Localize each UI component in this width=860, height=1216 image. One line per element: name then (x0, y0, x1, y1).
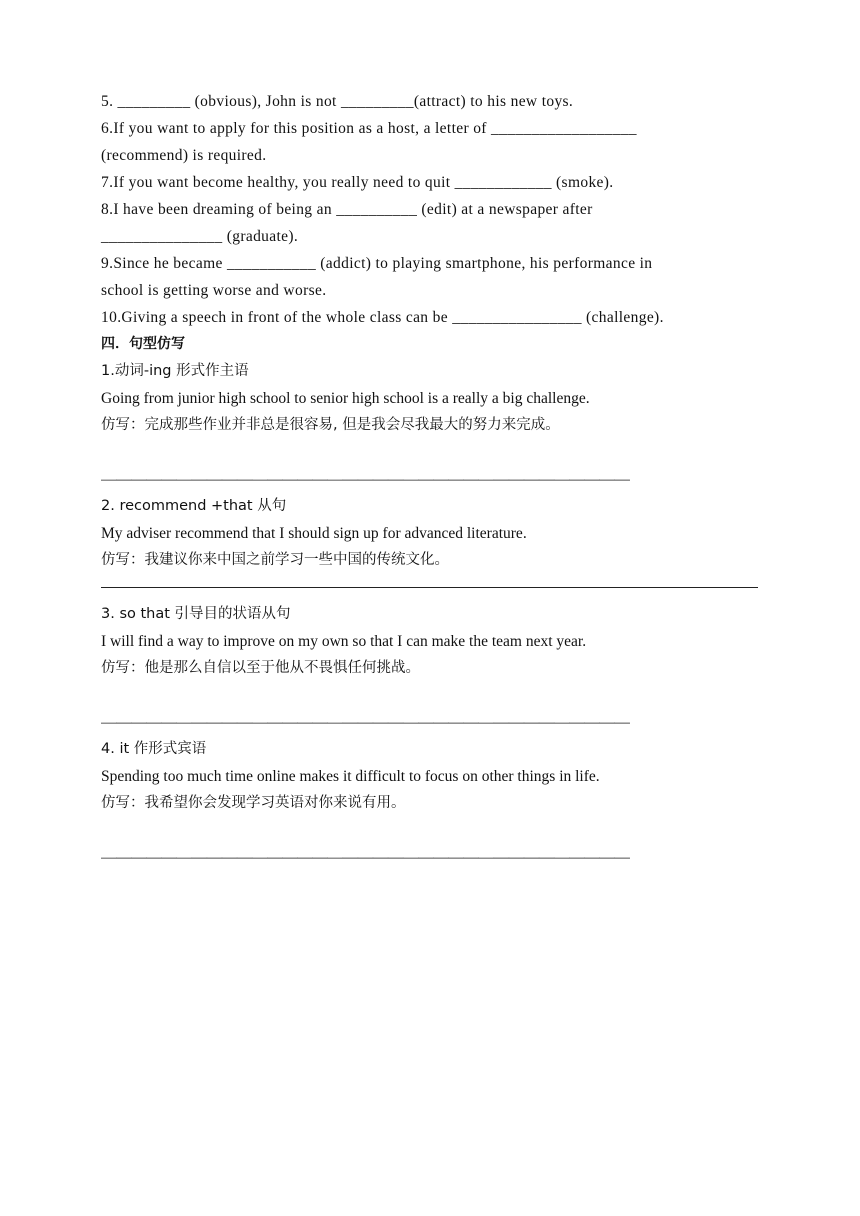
exercise-5: 5. _________ (obvious), John is not _________(attract) to his new toys. (101, 93, 574, 110)
answer-rule (101, 574, 761, 601)
pattern-1 (101, 358, 761, 493)
pattern-example: Spending too much time online makes it difficult to focus on other things in life. (101, 768, 600, 785)
pattern-title: 1.动词-ing 形式作主语 (101, 363, 249, 379)
pattern-example: Going from junior high school to senior high school is a really a big challenge. (101, 390, 590, 407)
pattern-3 (101, 601, 761, 736)
pattern-imitation-prompt: 仿写：我希望你会发现学习英语对你来说有用。 (101, 795, 406, 811)
pattern-2 (101, 493, 761, 601)
exercise-10: 10.Giving a speech in front of the whole class can be ________________ (challenge). (101, 309, 664, 326)
answer-space (101, 682, 761, 709)
exercise-list (101, 88, 761, 331)
exercise-6-continued: (recommend) is required. (101, 147, 267, 164)
section-title: 四．句型仿写 (101, 336, 185, 352)
pattern-imitation-prompt: 仿写：我建议你来中国之前学习一些中国的传统文化。 (101, 552, 449, 568)
answer-line: ——————————————————————————————————— (101, 471, 630, 488)
pattern-example: I will find a way to improve on my own so that I can make the team next year. (101, 633, 587, 650)
pattern-imitation-prompt: 仿写：完成那些作业并非总是很容易, 但是我会尽我最大的努力来完成。 (101, 417, 560, 433)
pattern-imitation-prompt: 仿写：他是那么自信以至于他从不畏惧任何挑战。 (101, 660, 420, 676)
pattern-title: 4. it 作形式宾语 (101, 741, 207, 757)
answer-space (101, 439, 761, 466)
exercise-7: 7.If you want become healthy, you really need to quit ____________ (smoke). (101, 174, 614, 191)
exercise-8: 8.I have been dreaming of being an __________ (edit) at a newspaper after (101, 201, 593, 218)
exercise-6: 6.If you want to apply for this position as a host, a letter of __________________ (101, 120, 637, 137)
answer-line: ——————————————————————————————————— (101, 849, 630, 866)
exercise-9-continued: school is getting worse and worse. (101, 282, 327, 299)
pattern-4 (101, 736, 761, 871)
answer-space (101, 817, 761, 844)
pattern-title: 3. so that 引导目的状语从句 (101, 606, 291, 622)
pattern-title: 2. recommend +that 从句 (101, 498, 287, 514)
worksheet-page (101, 88, 761, 871)
exercise-8-continued: _______________ (graduate). (101, 228, 299, 245)
answer-line: ——————————————————————————————————— (101, 714, 630, 731)
exercise-9: 9.Since he became ___________ (addict) to playing smartphone, his performance in (101, 255, 653, 272)
pattern-example: My adviser recommend that I should sign up for advanced literature. (101, 525, 527, 542)
